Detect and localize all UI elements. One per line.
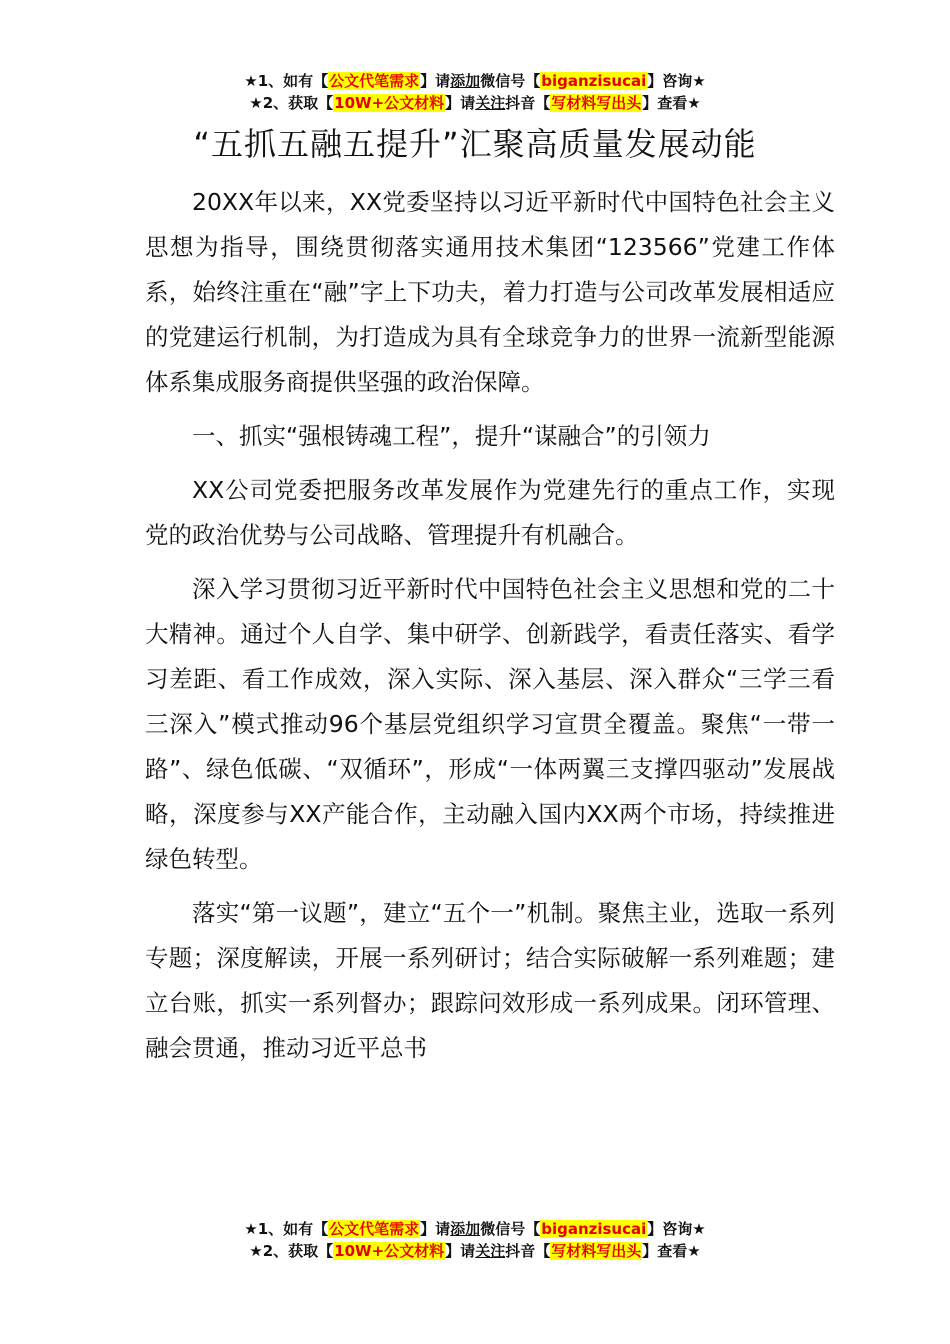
notice-underlined: 添加 xyxy=(450,1220,481,1238)
section-heading: 一、抓实“强根铸魂工程”，提升“谋融合”的引领力 xyxy=(192,422,711,450)
notice-text: 抖音【 xyxy=(505,1242,551,1260)
star-icon: ★ xyxy=(249,1242,263,1260)
star-icon: ★ xyxy=(687,1242,701,1260)
notice-line-1 xyxy=(0,1218,950,1240)
highlight-service: 公文代笔需求 xyxy=(329,1220,420,1238)
notice-underlined: 关注 xyxy=(475,94,506,112)
notice-text: 】请 xyxy=(445,94,476,112)
notice-text: 】查看 xyxy=(642,94,688,112)
notice-text: 2、获取【 xyxy=(262,94,334,112)
document-body xyxy=(145,180,835,1080)
notice-text: 】请 xyxy=(445,1242,476,1260)
highlight-wechat-id: biganzisucai xyxy=(541,1220,647,1238)
top-notice-banner xyxy=(0,70,950,114)
highlight-service: 公文代笔需求 xyxy=(329,72,420,90)
notice-text: 1、如有【 xyxy=(257,72,329,90)
star-icon: ★ xyxy=(244,1220,258,1238)
star-icon: ★ xyxy=(244,72,258,90)
paragraph: XX公司党委把服务改革发展作为党建先行的重点工作，实现党的政治优势与公司战略、管理提升有机融合。 xyxy=(145,476,835,549)
highlight-douyin: 写材料写出头 xyxy=(551,94,642,112)
notice-line-2 xyxy=(0,1240,950,1262)
highlight-materials: 10W+公文材料 xyxy=(334,1242,445,1260)
highlight-materials: 10W+公文材料 xyxy=(334,94,445,112)
notice-text: 微信号【 xyxy=(480,1220,541,1238)
star-icon: ★ xyxy=(692,72,706,90)
notice-text: 】请 xyxy=(420,1220,451,1238)
highlight-wechat-id: biganzisucai xyxy=(541,72,647,90)
notice-text: 】咨询 xyxy=(647,1220,693,1238)
bottom-notice-banner xyxy=(0,1218,950,1262)
star-icon: ★ xyxy=(687,94,701,112)
notice-underlined: 添加 xyxy=(450,72,481,90)
paragraph: 落实“第一议题”，建立“五个一”机制。聚焦主业，选取一系列专题；深度解读，开展一系列研讨；结合实际破解一系列难题；建立台账，抓实一系列督办；跟踪问效形成一系列成果。闭环管理、融会贯通，推动习近平总书 xyxy=(145,899,835,1062)
paragraph-intro: 20XX年以来，XX党委坚持以习近平新时代中国特色社会主义思想为指导，围绕贯彻落实通用技术集团“123566”党建工作体系，始终注重在“融”字上下功夫，着力打造与公司改革发展相适应的党建运行机制，为打造成为具有全球竞争力的世界一流新型能源体系集成服务商提供坚强的政治保障。 xyxy=(145,188,835,396)
document-title: “五抓五融五提升”汇聚高质量发展动能 xyxy=(193,125,757,163)
notice-text: 抖音【 xyxy=(505,94,551,112)
notice-text: 】查看 xyxy=(642,1242,688,1260)
notice-line-2 xyxy=(0,92,950,114)
star-icon: ★ xyxy=(692,1220,706,1238)
notice-text: 微信号【 xyxy=(480,72,541,90)
notice-line-1 xyxy=(0,70,950,92)
notice-text: 】咨询 xyxy=(647,72,693,90)
star-icon: ★ xyxy=(249,94,263,112)
paragraph: 深入学习贯彻习近平新时代中国特色社会主义思想和党的二十大精神。通过个人自学、集中研学、创新践学，看责任落实、看学习差距、看工作成效，深入实际、深入基层、深入群众“三学三看三深入”模式推动96个基层党组织学习宣贯全覆盖。聚焦“一带一路”、绿色低碳、“双循环”，形成“一体两翼三支撑四驱动”发展战略，深度参与XX产能合作，主动融入国内XX两个市场，持续推进绿色转型。 xyxy=(145,575,835,873)
notice-text: 2、获取【 xyxy=(262,1242,334,1260)
notice-text: 1、如有【 xyxy=(257,1220,329,1238)
notice-underlined: 关注 xyxy=(475,1242,506,1260)
highlight-douyin: 写材料写出头 xyxy=(551,1242,642,1260)
notice-text: 】请 xyxy=(420,72,451,90)
